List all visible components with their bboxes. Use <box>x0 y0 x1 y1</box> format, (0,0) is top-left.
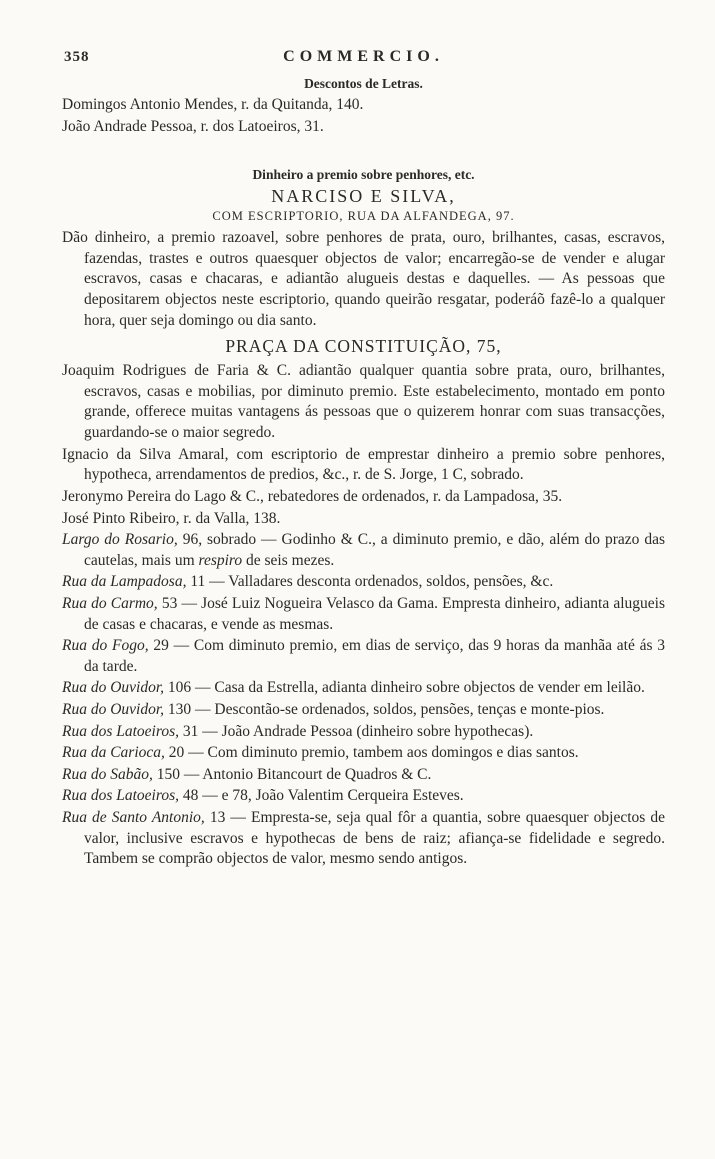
directory-entry <box>62 530 665 571</box>
section-descontos <box>62 76 665 137</box>
section-heading-dinheiro: Dinheiro a premio sobre penhores, etc. <box>252 167 475 183</box>
street-name: Largo do Rosario, <box>62 531 178 549</box>
directory-entry <box>62 678 665 699</box>
directory-entry <box>62 786 665 807</box>
page-header <box>62 48 665 70</box>
entry-text: 96, sobrado — Godinho & C., a diminuto premio, e dão, além do prazo das cautelas, mais um <box>84 531 665 569</box>
street-name: Rua da Lampadosa, <box>62 573 187 591</box>
section-heading-descontos: Descontos de Letras. <box>304 76 423 91</box>
entry-text: 31 — João Andrade Pessoa (dinheiro sobre hypothecas). <box>182 722 534 740</box>
directory-entry <box>62 594 665 635</box>
entry-text: de seis mezes. <box>246 551 335 569</box>
directory-entry <box>62 722 665 743</box>
directory-entry: Ignacio da Silva Amaral, com escriptorio de emprestar dinheiro a premio sobre penhores, hypotheca, arrendamentos de predios, &c., r. de S. Jorge, 1 C, sobrado. <box>62 445 665 484</box>
directory-entry <box>62 808 665 870</box>
street-name: Rua da Carioca, <box>62 744 165 762</box>
directory-entry <box>62 636 665 677</box>
directory-entry <box>62 765 665 786</box>
directory-entry: Domingos Antonio Mendes, r. da Quitanda, 140. <box>62 96 364 113</box>
entry-text: 11 — Valladares desconta ordenados, soldos, pensões, &c. <box>190 573 554 591</box>
entry-text: 29 — Com diminuto premio, em dias de serviço, das 9 horas da manhãa até ás 3 da tarde. <box>84 637 666 675</box>
street-name: Rua dos Latoeiros, <box>62 787 179 805</box>
directory-entry: Joaquim Rodrigues de Faria & C. adiantão qualquer quantia sobre prata, ouro, brilhantes, escravos, casas e mobilias, por diminuto premio. Este estabelecimento, montado em ponto grande, offerece muitas vantagens ás pessoas que o quizerem honrar com suas transacções, guardando-se o maior segredo. <box>62 362 665 442</box>
place-heading: PRAÇA DA CONSTITUIÇÃO, 75, <box>225 336 502 357</box>
directory-entry: João Andrade Pessoa, r. dos Latoeiros, 31. <box>62 117 324 135</box>
directory-entry <box>62 743 665 764</box>
entry-text: 48 — e 78, João Valentim Cerqueira Esteves. <box>182 787 464 805</box>
page-number: 358 <box>64 49 90 65</box>
emphasized-word: respiro <box>198 551 243 569</box>
entry-text: 20 — Com diminuto premio, tambem aos domingos e dias santos. <box>168 744 579 762</box>
street-name: Rua do Ouvidor, <box>62 701 165 719</box>
street-name: Rua do Sabão, <box>62 765 153 783</box>
entry-text: 106 — Casa da Estrella, adianta dinheiro sobre objectos de vender em leilão. <box>167 679 645 697</box>
entry-text: 150 — Antonio Bitancourt de Quadros & C. <box>156 765 432 783</box>
directory-entry: Jeronymo Pereira do Lago & C., rebatedores de ordenados, r. da Lampadosa, 35. <box>62 487 563 505</box>
street-name: Rua do Carmo, <box>62 594 158 612</box>
directory-entry <box>62 700 665 721</box>
street-name: Rua dos Latoeiros, <box>62 722 179 740</box>
street-name: Rua do Ouvidor, <box>62 679 165 697</box>
entry-text: 130 — Descontão-se ordenados, soldos, pensões, tenças e monte-pios. <box>167 701 605 719</box>
entry-text: 53 — José Luiz Nogueira Velasco da Gama. Empresta dinheiro, adianta alugueis de casas e chacaras, e vende as mesmas. <box>84 594 665 633</box>
firm-address: COM ESCRIPTORIO, RUA DA ALFANDEGA, 97. <box>212 209 515 224</box>
directory-entry <box>62 572 665 593</box>
street-name: Rua do Fogo, <box>62 637 149 655</box>
directory-entry: José Pinto Ribeiro, r. da Valla, 138. <box>62 509 281 527</box>
firm-description: Dão dinheiro, a premio razoavel, sobre penhores de prata, ouro, brilhantes, casas, escravos, fazendas, trastes e outros quaesquer objectos de valor; encarregão-se de vender e alugar escravos, casas e chacaras, e adiantão alugueis destas e daquelles. — As pessoas que depositarem objectos neste escriptorio, quando queirão resgatar, poderáõ fazê-lo a qualquer hora, quer seja domingo ou dia santo. <box>62 229 665 329</box>
section-dinheiro <box>62 167 665 870</box>
firm-name: NARCISO E SILVA, <box>271 186 456 207</box>
entry-text: 13 — Empresta-se, seja qual fôr a quantia, sobre quaesquer objectos de valor, inclusive escravos e hypothecas de bens de raiz; afiança-se fidelidade e segredo. Tambem se comprão objectos de valor, mesmo sendo antigos. <box>84 809 665 868</box>
street-name: Rua de Santo Antonio, <box>62 809 205 827</box>
running-title: COMMERCIO. <box>283 48 444 65</box>
